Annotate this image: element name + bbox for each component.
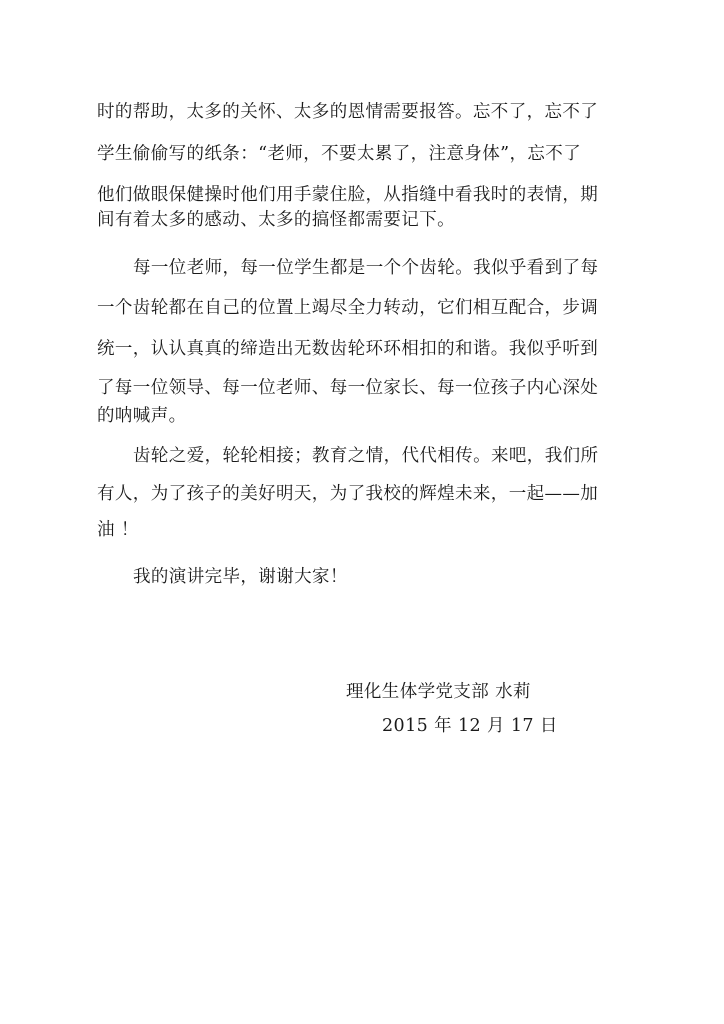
body-text-line: 的呐喊声。 (97, 406, 187, 426)
paragraph-first-line: 每一位老师，每一位学生都是一个个齿轮。我似乎看到了每 (133, 258, 599, 278)
body-text-line: 油 ！ (97, 520, 139, 540)
body-text-line: 学生偷偷写的纸条：“老师，不要太累了，注意身体”，忘不了 (97, 144, 582, 164)
body-text-line: 时的帮助，太多的关怀、太多的恩情需要报答。忘不了，忘不了 (97, 102, 599, 122)
closing-line: 我的演讲完毕，谢谢大家！ (133, 567, 348, 587)
body-text-line: 他们做眼保健操时他们用手蒙住脸，从指缝中看我时的表情，期 (97, 185, 599, 205)
body-text-line: 统一，认认真真的缔造出无数齿轮环环相扣的和谐。我似乎听到 (97, 339, 599, 359)
paragraph-first-line: 齿轮之爱，轮轮相接；教育之情，代代相传。来吧，我们所 (133, 446, 599, 466)
body-text-line: 一个齿轮都在自己的位置上竭尽全力转动，它们相互配合，步调 (97, 298, 599, 318)
body-text-line: 间有着太多的感动、太多的搞怪都需要记下。 (97, 210, 455, 230)
body-text-line: 有人，为了孩子的美好明天，为了我校的辉煌未来，一起——加 (97, 484, 599, 504)
signature-date: 2015 年 12 月 17 日 (382, 716, 558, 736)
body-text-line: 了每一位领导、每一位老师、每一位家长、每一位孩子内心深处 (97, 378, 599, 398)
signature-name: 理化生体学党支部 水莉 (346, 682, 531, 702)
